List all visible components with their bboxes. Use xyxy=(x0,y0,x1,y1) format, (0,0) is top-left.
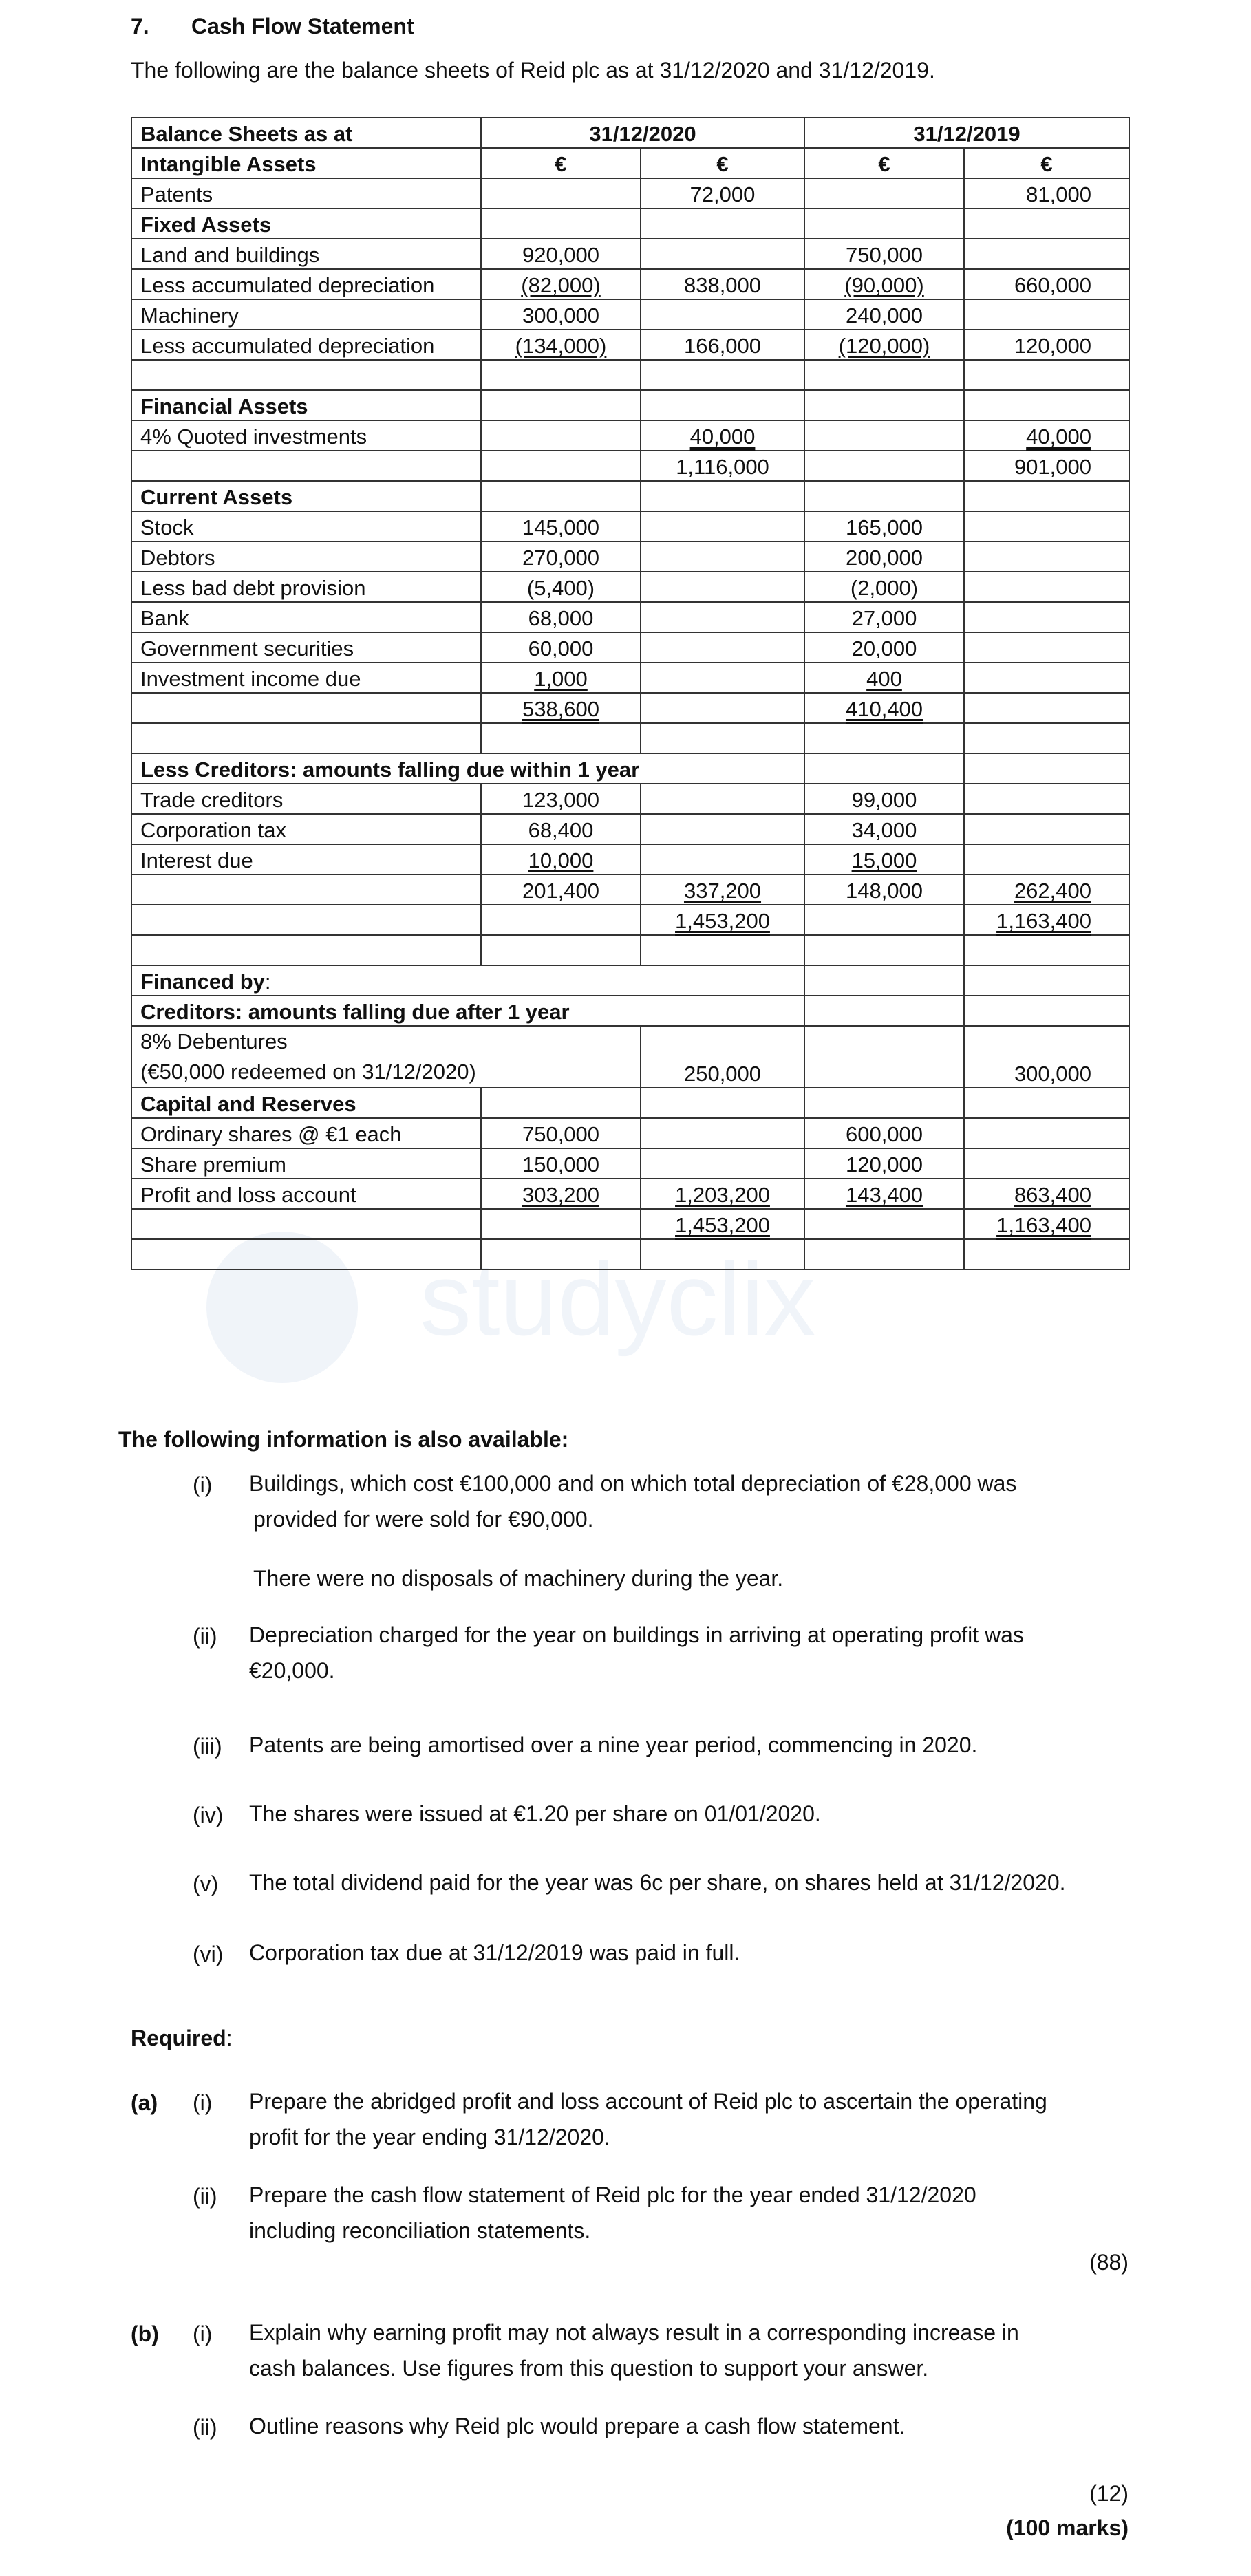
info-item-number: (iii) xyxy=(193,1734,222,1759)
value-cell: 40,000 xyxy=(689,425,756,449)
table-row xyxy=(131,269,1129,299)
debentures-note: (€50,000 redeemed on 31/12/2020) xyxy=(140,1060,476,1084)
financed-by-heading: Financed by xyxy=(140,969,265,994)
value-cell: 1,116,000 xyxy=(641,451,804,481)
row-label: Corporation tax xyxy=(131,814,481,844)
row-label: Land and buildings xyxy=(131,239,481,269)
question-number: 7. xyxy=(131,14,149,39)
table-row xyxy=(131,239,1129,269)
info-item-text xyxy=(249,1617,1144,1688)
row-label: Investment income due xyxy=(131,663,481,693)
currency-symbol: € xyxy=(481,148,641,178)
info-heading: The following information is also available: xyxy=(118,1427,569,1452)
info-item-number: (vi) xyxy=(193,1942,224,1966)
info-line: Buildings, which cost €100,000 and on which total depreciation of €28,000 was xyxy=(249,1471,1017,1496)
header-date-2020: 31/12/2020 xyxy=(481,118,804,148)
part-a-i-text xyxy=(249,2083,1144,2155)
info-item-text: The total dividend paid for the year was 6c per share, on shares held at 31/12/2020. xyxy=(249,1870,1066,1895)
question-intro: The following are the balance sheets of Reid plc as at 31/12/2020 and 31/12/2019. xyxy=(131,58,935,83)
value-cell: 240,000 xyxy=(804,299,964,330)
value-cell: 10,000 xyxy=(528,848,594,872)
info-line: Depreciation charged for the year on buildings in arriving at operating profit was xyxy=(249,1622,1024,1647)
value-cell: 270,000 xyxy=(481,541,641,572)
table-row xyxy=(131,208,1129,239)
value-cell: 300,000 xyxy=(481,299,641,330)
question-heading xyxy=(131,14,414,39)
value-cell: 863,400 xyxy=(1014,1183,1091,1207)
value-cell: 337,200 xyxy=(683,879,762,903)
value-cell: 165,000 xyxy=(804,511,964,541)
row-label: 4% Quoted investments xyxy=(131,420,481,451)
row-label: Less accumulated depreciation xyxy=(131,269,481,299)
info-item-text xyxy=(249,1466,1144,1596)
required-line: Explain why earning profit may not always result in a corresponding increase in xyxy=(249,2320,1019,2345)
value-cell: 262,400 xyxy=(1014,879,1091,903)
value-cell: 1,163,400 xyxy=(996,909,1091,933)
row-label: Profit and loss account xyxy=(131,1179,481,1209)
required-line: Prepare the cash flow statement of Reid plc for the year ended 31/12/2020 xyxy=(249,2182,976,2207)
table-row xyxy=(131,784,1129,814)
table-row xyxy=(131,663,1129,693)
row-label: Ordinary shares @ €1 each xyxy=(131,1118,481,1148)
value-cell: 68,400 xyxy=(481,814,641,844)
value-cell: (90,000) xyxy=(844,273,924,297)
value-cell: 838,000 xyxy=(641,269,804,299)
info-item-number: (v) xyxy=(193,1871,219,1896)
value-cell: 200,000 xyxy=(804,541,964,572)
row-label: Debtors xyxy=(131,541,481,572)
value-cell: 68,000 xyxy=(481,602,641,632)
part-a-letter: (a) xyxy=(131,2090,158,2115)
section-heading xyxy=(131,753,804,784)
table-row xyxy=(131,723,1129,753)
row-label: Share premium xyxy=(131,1148,481,1179)
currency-symbol: € xyxy=(964,148,1129,178)
row-label xyxy=(131,1026,641,1088)
required-line: Prepare the abridged profit and loss account of Reid plc to ascertain the operating xyxy=(249,2089,1047,2114)
section-heading: Capital and Reserves xyxy=(131,1088,481,1118)
value-cell: 901,000 xyxy=(964,451,1129,481)
value-cell: 34,000 xyxy=(804,814,964,844)
part-a-marks: (88) xyxy=(1089,2250,1129,2275)
value-cell: (120,000) xyxy=(838,334,930,358)
value-cell: 81,000 xyxy=(964,178,1129,208)
value-cell: 40,000 xyxy=(1026,425,1091,449)
value-cell: (82,000) xyxy=(521,273,601,297)
debentures-label: 8% Debentures xyxy=(140,1029,288,1053)
part-a-ii-text xyxy=(249,2177,1144,2248)
value-cell: 660,000 xyxy=(964,269,1129,299)
currency-symbol: € xyxy=(641,148,804,178)
table-row xyxy=(131,693,1129,723)
value-cell: 27,000 xyxy=(804,602,964,632)
table-row xyxy=(131,451,1129,481)
value-cell: 20,000 xyxy=(804,632,964,663)
part-b-marks: (12) xyxy=(1089,2481,1129,2506)
table-row xyxy=(131,1239,1129,1269)
section-heading: Current Assets xyxy=(131,481,481,511)
section-heading: Intangible Assets xyxy=(131,148,481,178)
value-cell: 600,000 xyxy=(804,1118,964,1148)
row-label: Trade creditors xyxy=(131,784,481,814)
table-row xyxy=(131,1209,1129,1239)
value-cell: 400 xyxy=(866,667,902,691)
info-item-number: (ii) xyxy=(193,1624,217,1649)
creditors-after-heading-a: Creditors xyxy=(140,1000,235,1024)
table-row xyxy=(131,1148,1129,1179)
info-line: €20,000. xyxy=(249,1658,335,1683)
table-row xyxy=(131,541,1129,572)
table-row xyxy=(131,632,1129,663)
value-cell: 1,000 xyxy=(534,667,588,691)
value-cell: 1,453,200 xyxy=(675,1213,770,1237)
table-row xyxy=(131,330,1129,360)
table-row xyxy=(131,420,1129,451)
value-cell: 166,000 xyxy=(641,330,804,360)
value-cell: (2,000) xyxy=(804,572,964,602)
svg-text:studyclix: studyclix xyxy=(420,1241,816,1357)
table-row xyxy=(131,360,1129,390)
info-line: provided for were sold for €90,000. xyxy=(253,1507,594,1532)
balance-sheet-table xyxy=(131,117,1130,1270)
required-colon: : xyxy=(226,2026,233,2050)
row-label: Less bad debt provision xyxy=(131,572,481,602)
value-cell: 60,000 xyxy=(481,632,641,663)
value-cell: 303,200 xyxy=(522,1183,600,1207)
table-row xyxy=(131,1118,1129,1148)
question-title: Cash Flow Statement xyxy=(191,14,414,39)
row-label: Interest due xyxy=(131,844,481,874)
value-cell: 538,600 xyxy=(522,697,600,721)
table-row xyxy=(131,844,1129,874)
value-cell: 1,453,200 xyxy=(675,909,770,933)
table-row xyxy=(131,1179,1129,1209)
table-row xyxy=(131,1026,1129,1088)
part-b-ii-text: Outline reasons why Reid plc would prepare a cash flow statement. xyxy=(249,2414,906,2438)
value-cell: 148,000 xyxy=(804,874,964,905)
value-cell: 120,000 xyxy=(964,330,1129,360)
section-heading: Fixed Assets xyxy=(131,208,481,239)
creditors-heading-a: Less Creditors xyxy=(140,758,290,782)
part-b-i-number: (i) xyxy=(193,2321,213,2346)
value-cell: 145,000 xyxy=(481,511,641,541)
part-b-i-text xyxy=(249,2315,1144,2386)
table-row xyxy=(131,299,1129,330)
required-heading xyxy=(131,2026,233,2051)
table-row xyxy=(131,481,1129,511)
table-row xyxy=(131,1088,1129,1118)
section-heading xyxy=(131,965,804,996)
total-marks: (100 marks) xyxy=(1006,2515,1129,2540)
header-date-2019: 31/12/2019 xyxy=(804,118,1129,148)
value-cell: 750,000 xyxy=(804,239,964,269)
value-cell: 143,400 xyxy=(845,1183,923,1207)
creditors-after-heading-b: : amounts falling due after 1 year xyxy=(235,1000,570,1024)
table-row xyxy=(131,572,1129,602)
part-a-i-number: (i) xyxy=(193,2090,213,2115)
value-cell: 410,400 xyxy=(845,697,923,721)
financed-by-colon: : xyxy=(264,969,271,994)
value-cell: (5,400) xyxy=(481,572,641,602)
value-cell: 150,000 xyxy=(481,1148,641,1179)
value-cell: 300,000 xyxy=(964,1026,1129,1088)
info-item-number: (i) xyxy=(193,1472,213,1497)
info-line: There were no disposals of machinery during the year. xyxy=(253,1566,784,1591)
row-label: Stock xyxy=(131,511,481,541)
creditors-heading-b: : amounts falling due within 1 year xyxy=(290,758,640,782)
value-cell: 1,203,200 xyxy=(675,1183,770,1207)
table-row xyxy=(131,935,1129,965)
info-item-text: Patents are being amortised over a nine year period, commencing in 2020. xyxy=(249,1732,978,1757)
table-row xyxy=(131,905,1129,935)
table-row xyxy=(131,965,1129,996)
table-row xyxy=(131,148,1129,178)
value-cell: 15,000 xyxy=(851,848,917,872)
value-cell: (134,000) xyxy=(515,334,607,358)
value-cell: 1,163,400 xyxy=(996,1213,1091,1237)
table-row xyxy=(131,511,1129,541)
row-label: Government securities xyxy=(131,632,481,663)
value-cell: 920,000 xyxy=(481,239,641,269)
part-b-letter: (b) xyxy=(131,2321,159,2346)
table-row xyxy=(131,602,1129,632)
table-row xyxy=(131,118,1129,148)
row-label: Machinery xyxy=(131,299,481,330)
table-row xyxy=(131,753,1129,784)
required-line: profit for the year ending 31/12/2020. xyxy=(249,2125,610,2149)
value-cell: 201,400 xyxy=(481,874,641,905)
section-heading: Financial Assets xyxy=(131,390,481,420)
part-b-ii-number: (ii) xyxy=(193,2415,217,2440)
info-item-text: The shares were issued at €1.20 per share on 01/01/2020. xyxy=(249,1801,821,1826)
value-cell: 123,000 xyxy=(481,784,641,814)
row-label: Less accumulated depreciation xyxy=(131,330,481,360)
required-line: including reconciliation statements. xyxy=(249,2218,591,2243)
info-item-number: (iv) xyxy=(193,1803,224,1827)
table-row xyxy=(131,814,1129,844)
part-a-ii-number: (ii) xyxy=(193,2184,217,2209)
info-item-text: Corporation tax due at 31/12/2019 was paid in full. xyxy=(249,1940,740,1965)
value-cell: 72,000 xyxy=(641,178,804,208)
value-cell: 750,000 xyxy=(481,1118,641,1148)
value-cell: 250,000 xyxy=(641,1026,804,1088)
row-label: Bank xyxy=(131,602,481,632)
row-label: Patents xyxy=(131,178,481,208)
value-cell: 120,000 xyxy=(804,1148,964,1179)
required-label: Required xyxy=(131,2026,226,2050)
header-label: Balance Sheets as at xyxy=(131,118,481,148)
table-row xyxy=(131,390,1129,420)
table-row xyxy=(131,996,1129,1026)
value-cell: 99,000 xyxy=(804,784,964,814)
required-line: cash balances. Use figures from this question to support your answer. xyxy=(249,2356,929,2381)
table-row xyxy=(131,178,1129,208)
section-heading xyxy=(131,996,804,1026)
currency-symbol: € xyxy=(804,148,964,178)
table-row xyxy=(131,874,1129,905)
